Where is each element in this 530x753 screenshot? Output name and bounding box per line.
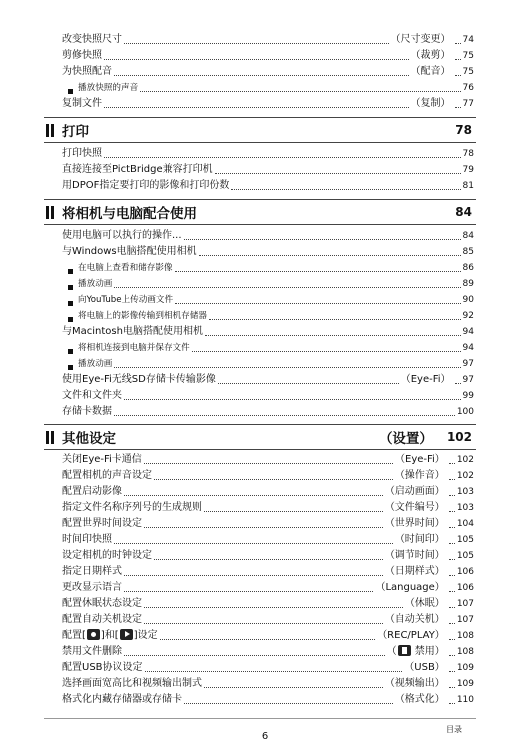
toc-entry-timestamp[interactable] <box>62 530 474 546</box>
leader-dots <box>449 527 455 528</box>
entry-title: 时间印快照 <box>62 534 112 545</box>
toc-entry-file-number[interactable] <box>62 498 474 514</box>
leader-dots <box>124 591 373 592</box>
toc-entry-print-snapshots[interactable] <box>62 144 474 160</box>
page-number: 6 <box>261 731 269 742</box>
entry-page: 90 <box>462 295 474 305</box>
entry-title: 将相机连接到电脑并保存文件 <box>78 343 190 353</box>
entry-page: 106 <box>456 583 474 593</box>
entry-page: 105 <box>456 551 474 561</box>
toc-entry-date-style[interactable] <box>62 562 474 578</box>
section-tag: （设置） <box>378 431 433 447</box>
leader-dots <box>204 511 383 512</box>
leader-dots <box>184 239 461 240</box>
leader-dots <box>144 623 383 624</box>
leader-dots <box>449 655 455 656</box>
entry-tag: （格式化） <box>394 694 445 705</box>
section-marker-icon <box>46 124 54 137</box>
leader-dots <box>455 75 461 76</box>
entry-tag: （视频输出） <box>384 678 445 689</box>
entry-title: 选择画面宽高比和视频输出制式 <box>62 678 202 689</box>
entry-title: 使用电脑可以执行的操作... <box>62 230 182 241</box>
entry-page: 77 <box>462 99 474 109</box>
entry-tag: （世界时间） <box>384 518 445 529</box>
entry-tag-part: （ <box>386 646 397 657</box>
entry-page: 106 <box>456 567 474 577</box>
entry-title: 改变快照尺寸 <box>62 34 122 45</box>
entry-page: 85 <box>462 247 474 257</box>
leader-dots <box>455 43 461 44</box>
section-header-computer[interactable] <box>44 199 476 225</box>
entry-tag: （配音） <box>410 66 451 77</box>
section-title: 其他设定 <box>62 431 116 447</box>
leader-dots <box>124 43 389 44</box>
entry-page: 109 <box>456 663 474 673</box>
entry-page: 107 <box>456 599 474 609</box>
leader-dots <box>104 107 409 108</box>
toc-entry-computer-ops[interactable] <box>62 226 474 242</box>
leader-dots <box>124 575 383 576</box>
entry-title: 设定相机的时钟设定 <box>62 550 152 561</box>
leader-dots <box>449 703 455 704</box>
entry-page: 102 <box>456 471 474 481</box>
leader-dots <box>455 59 461 60</box>
leader-dots <box>124 399 461 400</box>
trash-icon <box>398 645 411 656</box>
leader-dots <box>144 607 403 608</box>
section-page: 84 <box>455 205 472 219</box>
entry-title: 播放快照的声音 <box>78 83 139 93</box>
toc-subentry-play-movies[interactable] <box>68 274 474 290</box>
leader-dots <box>449 543 455 544</box>
entry-title: 配置USB协议设定 <box>62 662 143 673</box>
leader-dots <box>145 671 403 672</box>
entry-title: 配置启动影像 <box>62 486 122 497</box>
entry-tag: （USB） <box>404 662 445 673</box>
leader-dots <box>144 463 393 464</box>
camera-icon <box>87 629 100 640</box>
entry-title: 关闭Eye-Fi卡通信 <box>62 454 142 465</box>
leader-dots <box>218 383 399 384</box>
entry-tag: （复制） <box>410 98 451 109</box>
entry-page: 100 <box>456 407 474 417</box>
entry-page: 84 <box>462 231 474 241</box>
section-page: 102 <box>446 430 472 444</box>
leader-dots <box>199 255 461 256</box>
entry-tag: （操作音） <box>394 470 445 481</box>
entry-title: 配置世界时间设定 <box>62 518 142 529</box>
entry-title: 文件和文件夹 <box>62 390 122 401</box>
toc-entry-delete-disable[interactable] <box>62 642 474 658</box>
toc-subentry-play-sound[interactable] <box>68 78 474 94</box>
entry-title: 禁用文件删除 <box>62 646 122 657</box>
entry-title: 剪修快照 <box>62 50 102 61</box>
leader-dots <box>449 463 455 464</box>
toc-entry-files-folders[interactable] <box>62 386 474 402</box>
entry-tag <box>387 645 445 658</box>
entry-page: 102 <box>456 455 474 465</box>
toc-entry-startup[interactable] <box>62 482 474 498</box>
entry-tag: （时间印） <box>394 534 445 545</box>
leader-dots <box>449 575 455 576</box>
entry-title-part: 配置[ <box>62 630 86 641</box>
entry-page: 107 <box>456 615 474 625</box>
entry-page: 108 <box>456 631 474 641</box>
leader-dots <box>104 157 461 158</box>
leader-dots <box>449 687 455 688</box>
entry-page: 94 <box>462 327 474 337</box>
entry-page: 78 <box>462 149 474 159</box>
entry-page: 97 <box>462 359 474 369</box>
toc-entry-sleep[interactable] <box>62 594 474 610</box>
toc-entry-clock[interactable] <box>62 546 474 562</box>
entry-page: 76 <box>462 83 474 93</box>
leader-dots <box>204 687 383 688</box>
leader-dots <box>449 495 455 496</box>
leader-dots <box>154 479 393 480</box>
entry-page: 81 <box>462 181 474 191</box>
leader-dots <box>114 367 460 368</box>
entry-title: 播放动画 <box>78 359 113 369</box>
entry-title: 格式化内藏存储器或存储卡 <box>62 694 182 705</box>
leader-dots <box>449 623 455 624</box>
entry-title <box>62 629 158 642</box>
section-header-print[interactable] <box>44 117 476 143</box>
toc-entry-trim[interactable] <box>62 46 474 62</box>
section-page: 78 <box>455 123 472 137</box>
leader-dots <box>449 671 455 672</box>
leader-dots <box>215 173 461 174</box>
toc-entry-rec-play[interactable] <box>62 626 474 642</box>
toc-entry-eyefi-transfer[interactable] <box>62 370 474 386</box>
entry-page: 108 <box>456 647 474 657</box>
toc-subentry-connect-save[interactable] <box>68 338 474 354</box>
toc-entry-auto-power-off[interactable] <box>62 610 474 626</box>
entry-page: 103 <box>456 503 474 513</box>
entry-page: 104 <box>456 519 474 529</box>
leader-dots <box>205 335 461 336</box>
entry-page: 97 <box>462 375 474 385</box>
toc-entry-format[interactable] <box>62 690 474 706</box>
entry-title: 与Windows电脑搭配使用相机 <box>62 246 197 257</box>
toc-entry-language[interactable] <box>62 578 474 594</box>
entry-page: 103 <box>456 487 474 497</box>
toc-entry-usb[interactable] <box>62 658 474 674</box>
entry-title: 向YouTube上传动画文件 <box>78 295 174 305</box>
entry-tag: （文件编号） <box>384 502 445 513</box>
entry-title: 使用Eye-Fi无线SD存储卡传输影像 <box>62 374 216 385</box>
leader-dots <box>175 303 460 304</box>
leader-dots <box>184 703 393 704</box>
toc-entry-card-data[interactable] <box>62 402 474 418</box>
toc-subentry-view-store[interactable] <box>68 258 474 274</box>
leader-dots <box>114 415 455 416</box>
entry-title: 复制文件 <box>62 98 102 109</box>
entry-tag: （尺寸变更） <box>390 34 451 45</box>
leader-dots <box>140 91 460 92</box>
toc-entry-video-out[interactable] <box>62 674 474 690</box>
toc-subentry-youtube[interactable] <box>68 290 474 306</box>
leader-dots <box>449 559 455 560</box>
toc-entry-macintosh[interactable] <box>62 322 474 338</box>
entry-title: 用DPOF指定要打印的影像和打印份数 <box>62 180 230 191</box>
section-marker-icon <box>46 206 54 219</box>
entry-tag: （日期样式） <box>384 566 445 577</box>
entry-page: 74 <box>462 35 474 45</box>
leader-dots <box>209 319 461 320</box>
entry-tag: （裁剪） <box>410 50 451 61</box>
entry-page: 110 <box>456 695 474 705</box>
entry-title: 存储卡数据 <box>62 406 112 417</box>
entry-title: 配置自动关机设定 <box>62 614 142 625</box>
entry-tag: （休眠） <box>404 598 445 609</box>
entry-page: 75 <box>462 67 474 77</box>
leader-dots <box>192 351 461 352</box>
entry-title-part: ]和[ <box>100 630 119 641</box>
leader-dots <box>175 271 461 272</box>
leader-dots <box>114 75 409 76</box>
entry-page: 99 <box>462 391 474 401</box>
leader-dots <box>114 287 460 288</box>
toc-entry-pictbridge[interactable] <box>62 160 474 176</box>
footer-section-label: 目录 <box>446 725 462 734</box>
toc-entry-eyefi-off[interactable] <box>62 450 474 466</box>
entry-tag: （自动关机） <box>384 614 445 625</box>
leader-dots <box>104 59 409 60</box>
entry-page: 105 <box>456 535 474 545</box>
toc-entry-windows[interactable] <box>62 242 474 258</box>
leader-dots <box>124 655 385 656</box>
entry-title: 将电脑上的影像传输到相机存储器 <box>78 311 207 321</box>
leader-dots <box>144 527 383 528</box>
entry-title: 播放动画 <box>78 279 113 289</box>
leader-dots <box>449 511 455 512</box>
entry-title: 在电脑上查看和储存影像 <box>78 263 173 273</box>
leader-dots <box>449 591 455 592</box>
toc-subentry-mac-play-movies[interactable] <box>68 354 474 370</box>
leader-dots <box>455 383 461 384</box>
leader-dots <box>455 107 461 108</box>
entry-title: 为快照配音 <box>62 66 112 77</box>
toc-entry-sounds[interactable] <box>62 466 474 482</box>
entry-page: 92 <box>462 311 474 321</box>
entry-title: 更改显示语言 <box>62 582 122 593</box>
play-icon <box>120 629 133 640</box>
entry-tag: （调节时间） <box>384 550 445 561</box>
section-title: 打印 <box>62 124 89 140</box>
leader-dots <box>160 639 376 640</box>
entry-page: 94 <box>462 343 474 353</box>
leader-dots <box>449 479 455 480</box>
entry-tag: （REC/PLAY） <box>377 630 445 641</box>
entry-title: 配置休眠状态设定 <box>62 598 142 609</box>
entry-title: 打印快照 <box>62 148 102 159</box>
entry-title: 指定日期样式 <box>62 566 122 577</box>
entry-tag: （启动画面） <box>384 486 445 497</box>
section-header-settings[interactable] <box>44 424 476 450</box>
entry-title: 与Macintosh电脑搭配使用相机 <box>62 326 203 337</box>
toc-entry-world-time[interactable] <box>62 514 474 530</box>
leader-dots <box>114 543 393 544</box>
entry-page: 89 <box>462 279 474 289</box>
entry-page: 109 <box>456 679 474 689</box>
leader-dots <box>231 189 460 190</box>
leader-dots <box>449 607 455 608</box>
leader-dots <box>124 495 383 496</box>
toc-entry-copy[interactable] <box>62 94 474 110</box>
entry-tag: （Language） <box>375 582 445 593</box>
entry-title: 配置相机的声音设定 <box>62 470 152 481</box>
leader-dots <box>154 559 383 560</box>
toc-entry-dpof[interactable] <box>62 176 474 192</box>
entry-tag: （Eye-Fi） <box>400 374 451 385</box>
entry-tag-part: 禁用） <box>411 646 445 657</box>
toc-subentry-transfer-to-camera[interactable] <box>68 306 474 322</box>
entry-title: 直接连接至PictBridge兼容打印机 <box>62 164 213 175</box>
entry-title: 指定文件名称序列号的生成规则 <box>62 502 202 513</box>
entry-page: 79 <box>462 165 474 175</box>
leader-dots <box>449 639 455 640</box>
footer-divider <box>44 718 476 719</box>
section-title: 将相机与电脑配合使用 <box>62 206 197 222</box>
toc-entry-dubbing[interactable] <box>62 62 474 78</box>
entry-page: 75 <box>462 51 474 61</box>
entry-title-part: ]设定 <box>133 630 158 641</box>
entry-page: 86 <box>462 263 474 273</box>
section-marker-icon <box>46 431 54 444</box>
entry-tag: （Eye-Fi） <box>395 454 445 465</box>
toc-entry-resize[interactable] <box>62 30 474 46</box>
